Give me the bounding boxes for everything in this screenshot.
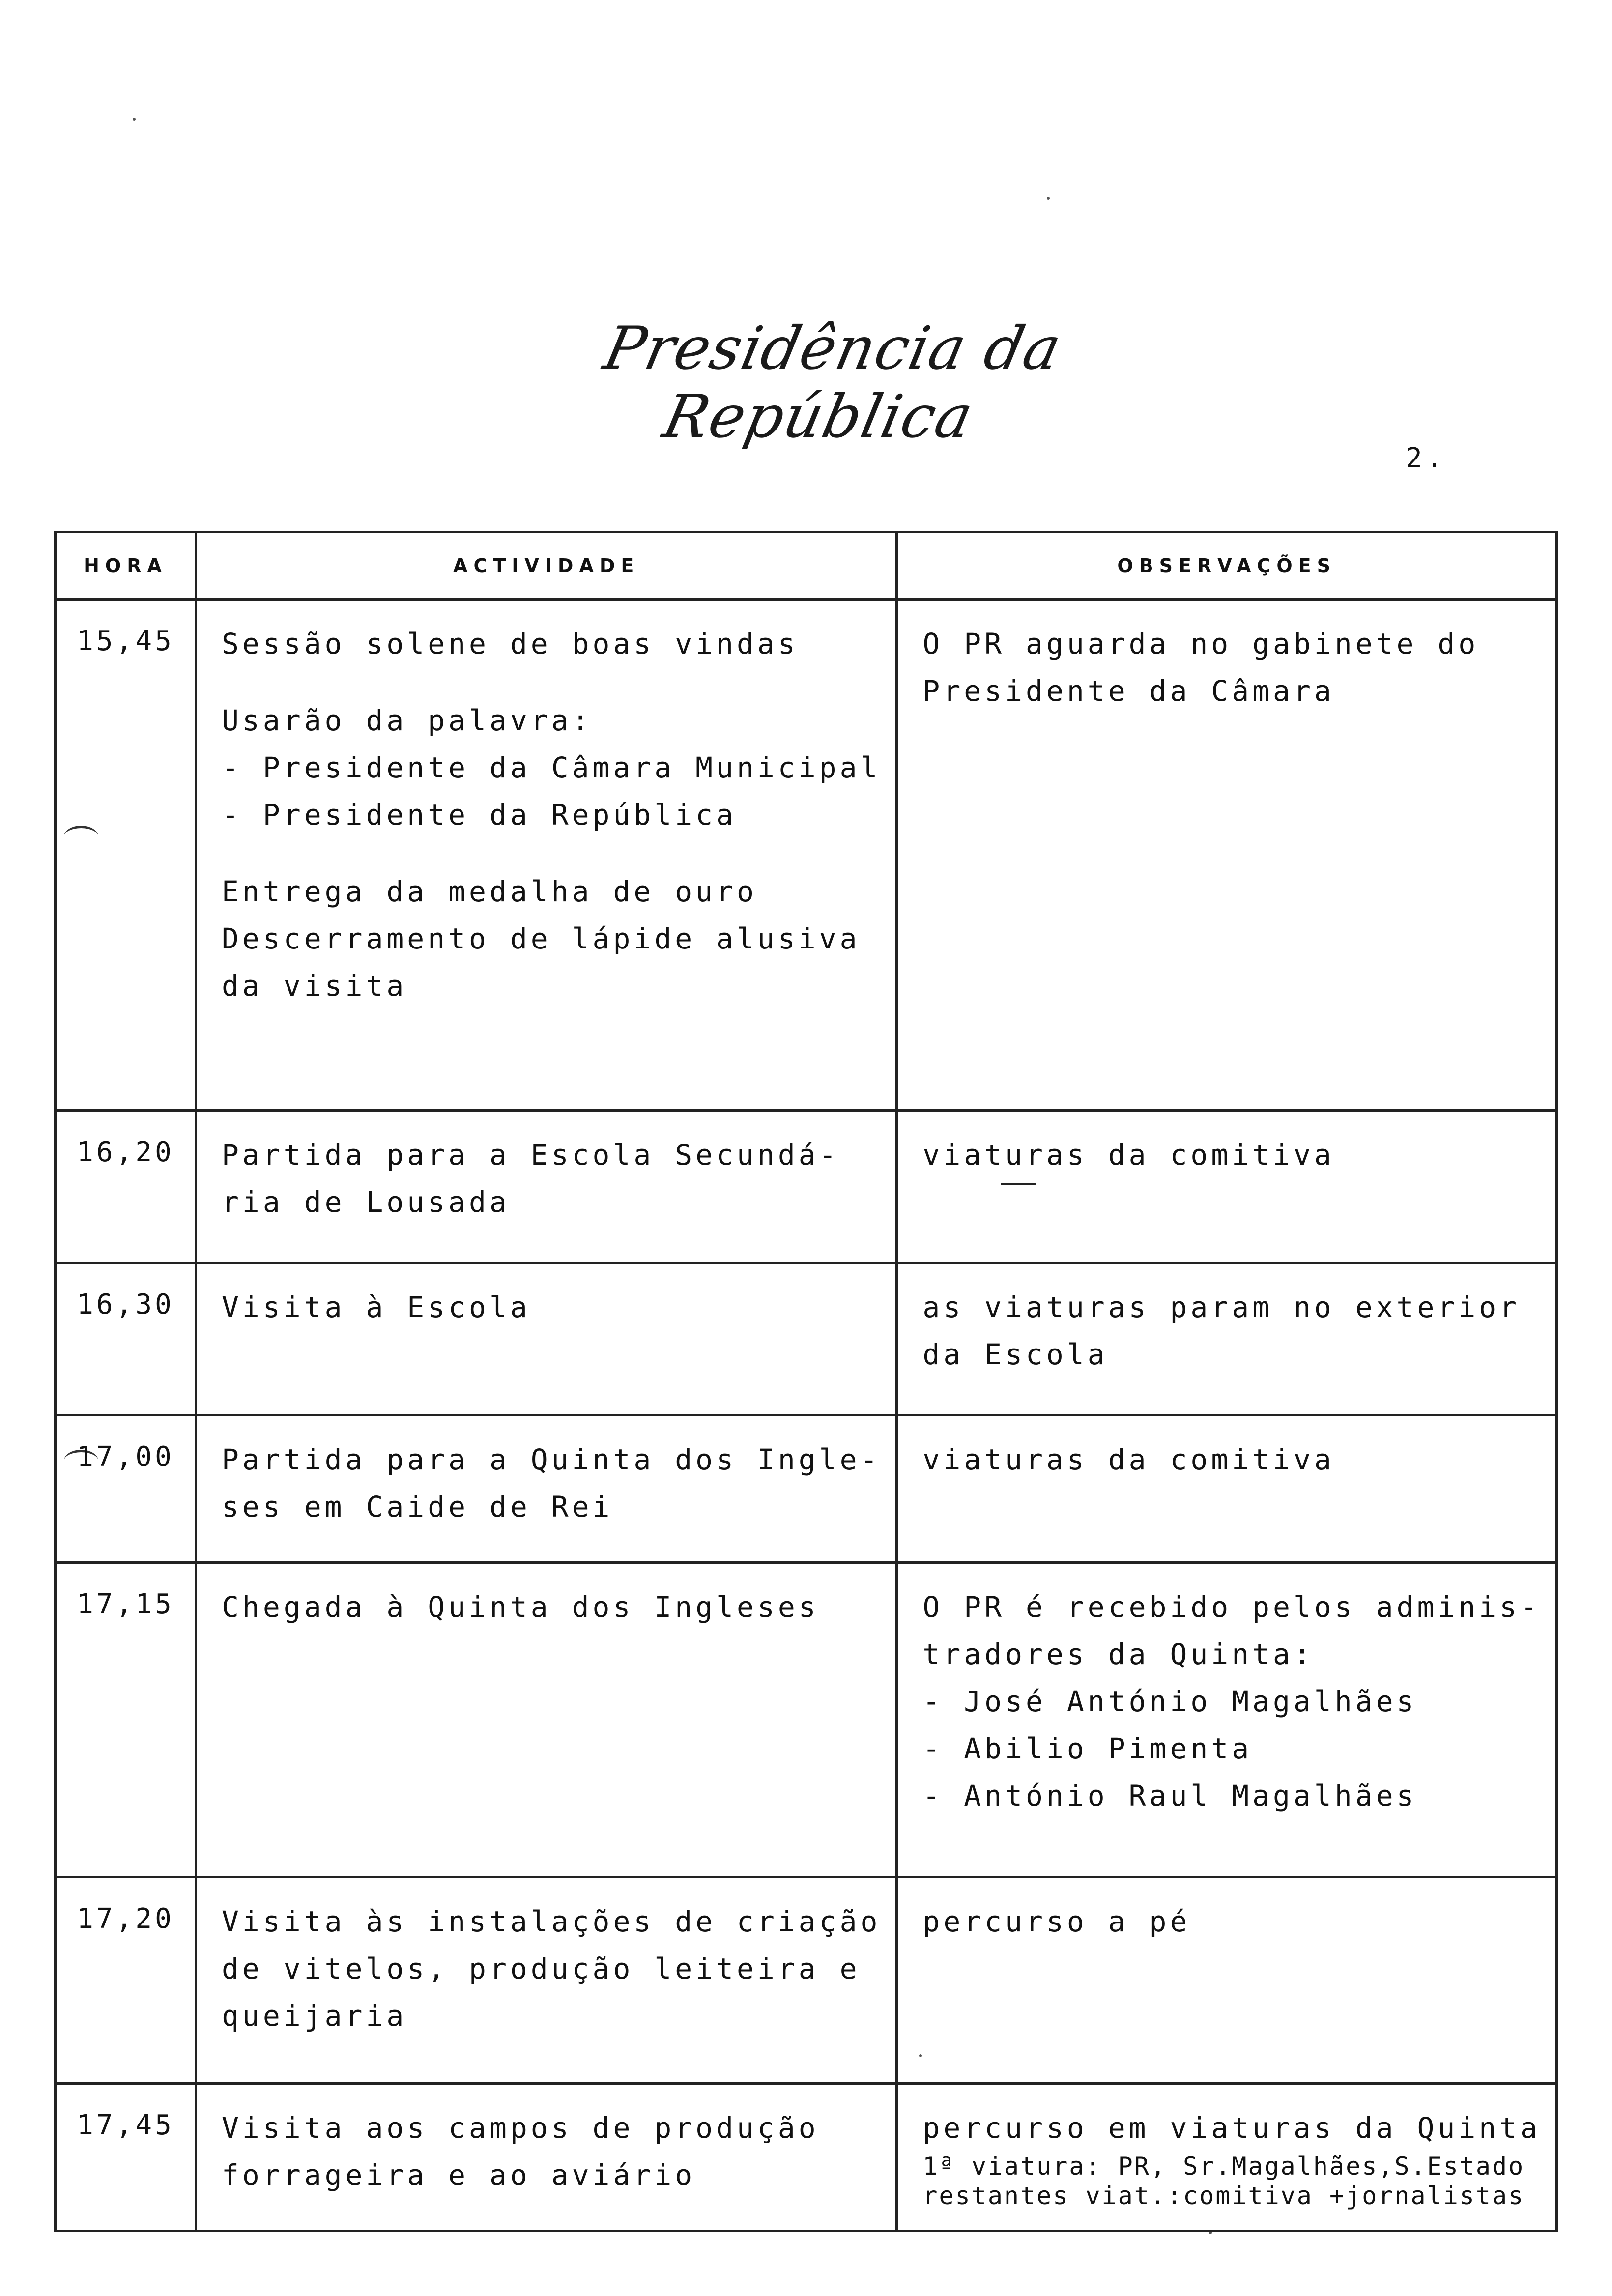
observation-line: - Abilio Pimenta (922, 1732, 1253, 1765)
activity-cell (196, 1111, 897, 1263)
observation-line: percurso em viaturas da Quinta (922, 2111, 1541, 2145)
table-header-row (56, 532, 1557, 600)
activity-cell (196, 1877, 897, 2084)
activity-cell (196, 1563, 897, 1877)
activity-line: Sessão solene de boas vindas (222, 627, 799, 660)
observation-line: - António Raul Magalhães (922, 1779, 1417, 1812)
column-header-hora: HORA (56, 532, 196, 600)
activity-line: Partida para a Escola Secundá- (222, 1138, 840, 1172)
hour-cell: 16,20 (56, 1111, 196, 1263)
letterhead-title: Presidência da República (598, 315, 1068, 451)
observation-line: 1ª viatura: PR, Sr.Magalhães,S.Estado (922, 2152, 1525, 2181)
observations-cell (897, 600, 1557, 1111)
activity-line: Visita à Escola (222, 1291, 531, 1324)
activity-line: ria de Lousada (222, 1185, 510, 1219)
observation-line: restantes viat.:comitiva +jornalistas (922, 2181, 1525, 2210)
observation-line: O PR é recebido pelos adminis- (922, 1590, 1541, 1624)
hour-cell: 16,30 (56, 1263, 196, 1415)
observation-line: viaturas da comitiva (922, 1443, 1335, 1476)
observation-line: as viaturas param no exterior (922, 1291, 1521, 1324)
activity-line: Descerramento de lápide alusiva (222, 922, 861, 955)
activity-line: - Presidente da Câmara Municipal (222, 751, 881, 784)
observations-cell (897, 1415, 1557, 1563)
table-row (56, 1415, 1557, 1563)
column-header-observacoes: OBSERVAÇÕES (897, 532, 1557, 600)
observation-line: Presidente da Câmara (922, 674, 1335, 708)
observation-line: O PR aguarda no gabinete do (922, 627, 1479, 660)
scan-speck (133, 118, 136, 121)
activity-line: queijaria (222, 1999, 407, 2033)
activity-line: Chegada à Quinta dos Ingleses (222, 1590, 819, 1624)
observations-cell (897, 1111, 1557, 1263)
hour-cell: 15,45 (56, 600, 196, 1111)
activity-line: de vitelos, produção leiteira e (222, 1952, 861, 1985)
observation-line: viaturas da comitiva (922, 1138, 1335, 1172)
dash-mark (1001, 1183, 1036, 1185)
activity-line: - Presidente da República (222, 798, 737, 832)
observation-line: - José António Magalhães (922, 1685, 1417, 1718)
activity-line: Visita às instalações de criação (222, 1905, 881, 1938)
observation-line: da Escola (922, 1338, 1108, 1371)
blank-line (222, 838, 881, 868)
activity-cell (196, 2084, 897, 2231)
table-row (56, 1263, 1557, 1415)
activity-line: da visita (222, 969, 407, 1003)
activity-line: Entrega da medalha de ouro (222, 875, 757, 908)
activity-line: ses em Caide de Rei (222, 1490, 613, 1523)
observation-line: percurso a pé (922, 1905, 1191, 1938)
schedule-table (54, 531, 1558, 2232)
table-row (56, 1877, 1557, 2084)
activity-line: forrageira e ao aviário (222, 2158, 696, 2192)
observations-cell (897, 1263, 1557, 1415)
observations-cell (897, 1563, 1557, 1877)
hour-cell: 17,00 (56, 1415, 196, 1563)
table-row (56, 1563, 1557, 1877)
observations-cell (897, 1877, 1557, 2084)
hour-cell: 17,20 (56, 1877, 196, 2084)
activity-cell (196, 1415, 897, 1563)
activity-line: Usarão da palavra: (222, 704, 593, 737)
hour-cell: 17,45 (56, 2084, 196, 2231)
table-row (56, 2084, 1557, 2231)
table-row (56, 1111, 1557, 1263)
activity-cell (196, 1263, 897, 1415)
observations-cell (897, 2084, 1557, 2231)
page-number: 2. (1406, 442, 1447, 474)
activity-line: Partida para a Quinta dos Ingle- (222, 1443, 881, 1476)
column-header-actividade: ACTIVIDADE (196, 532, 897, 600)
blank-line (222, 667, 881, 697)
table-row (56, 600, 1557, 1111)
hour-cell: 17,15 (56, 1563, 196, 1877)
activity-cell (196, 600, 897, 1111)
scan-speck (1047, 197, 1050, 200)
observation-line: tradores da Quinta: (922, 1637, 1314, 1671)
activity-line: Visita aos campos de produção (222, 2111, 819, 2145)
